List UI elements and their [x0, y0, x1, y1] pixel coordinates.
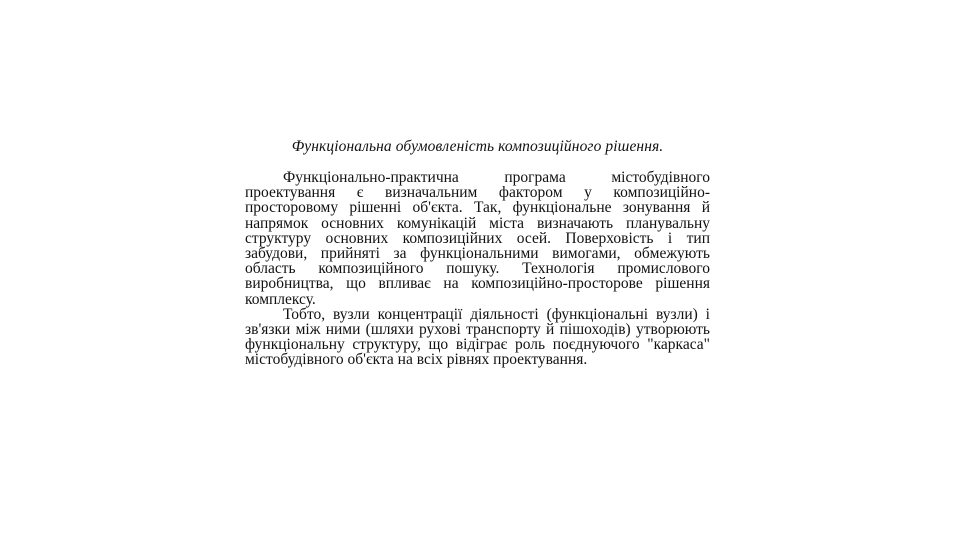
document-title: Функціональна обумовленість композиційного рішення.: [291, 138, 664, 155]
paragraph-1: Функціонально-практична програма містобудівного проектування є визначальним фактором у композиційно-просторовому рішенні об'єкта. Так, функціональне зонування й напрямок основних комунікацій міста визначають планувальну структуру основних композиційних осей. Поверховість і тип забудови, прийняті за функціональними вимогами, обмежують область композиційного пошуку. Технологія промислового виробництва, що впливає на композиційно-просторове рішення комплексу.: [245, 169, 710, 308]
document-body: [245, 170, 710, 368]
paragraph-2: Тобто, вузли концентрації діяльності (функціональні вузли) і зв'язки між ними (шляхи рухові транспорту й пішоходів) утворюють функціональну структуру, що відіграє роль поєднуючого "каркаса" містобудівного об'єкта на всіх рівнях проектування.: [245, 305, 710, 369]
